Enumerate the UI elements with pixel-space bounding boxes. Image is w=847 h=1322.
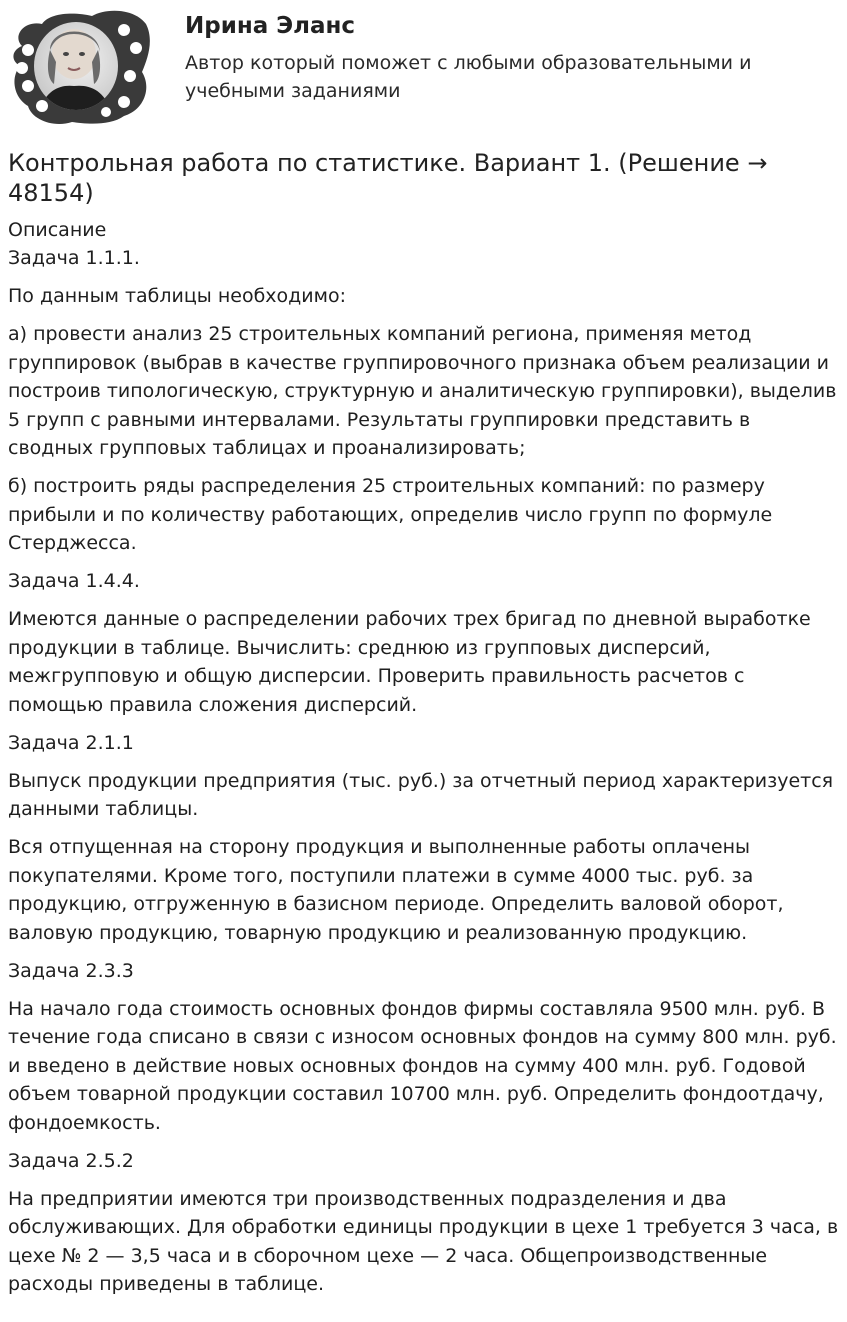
task-title: Задача 1.1.1. (8, 247, 140, 269)
task-paragraph: По данным таблицы необходимо: (8, 285, 347, 307)
author-avatar[interactable] (6, 6, 152, 128)
main-content (0, 148, 847, 1299)
task-title: Задача 2.5.2 (8, 1149, 134, 1172)
author-description: Автор который поможет с любыми образовательными и учебными заданиями (185, 52, 752, 102)
task-paragraph: б) построить ряды распределения 25 строительных компаний: по размеру прибыли и по количеству работающих, определив число групп по формуле Стерджесса. (8, 475, 773, 554)
description-body (8, 244, 839, 1299)
task-title: Задача 1.4.4. (8, 570, 140, 592)
film-frame-avatar-icon (6, 6, 152, 128)
task-title: Задача 2.3.3 (8, 959, 134, 982)
task-paragraph: На начало года стоимость основных фондов фирмы составляла 9500 млн. руб. В течение года списано в связи с износом основных фондов на сумму 800 млн. руб. и введено в действие новых основных фондов на сумму 400 млн. руб. Годовой объем товарной продукции составил 10700 млн. руб. Определить фондоотдачу, фондоемкость. (8, 997, 837, 1134)
task-title: Задача 2.1.1 (8, 731, 134, 754)
task-paragraph: Имеются данные о распределении рабочих трех бригад по дневной выработке продукции в таблице. Вычислить: среднюю из групповых дисперсий, межгрупповую и общую дисперсии. Проверить правильность расчетов с помощью правила сложения дисперсий. (8, 608, 811, 716)
task-paragraph: Выпуск продукции предприятия (тыс. руб.) за отчетный период характеризуется данными таблицы. (8, 769, 834, 820)
author-header (0, 0, 847, 140)
page-title: Контрольная работа по статистике. Вариант 1. (Решение → 48154) (8, 149, 768, 207)
author-name[interactable]: Ирина Эланс (185, 13, 356, 39)
task-paragraph: а) провести анализ 25 строительных компаний региона, применяя метод группировок (выбрав в качестве группировочного признака объем реализации и построив типологическую, структурную и аналитическую группировки), выделив 5 групп с равными интервалами. Результаты группировки представить в сводных групповых таблицах и проанализировать; (8, 323, 837, 459)
task-paragraph: На предприятии имеются три производственных подразделения и два обслуживающих. Для обработки единицы продукции в цехе 1 требуется 3 часа, в цехе № 2 — 3,5 часа и в сборочном цехе — 2 часа. Общепроизводственные расходы приведены в таблице. (8, 1187, 839, 1295)
description-label: Описание (8, 219, 107, 241)
task-paragraph: Вся отпущенная на сторону продукция и выполненные работы оплачены покупателями. Кроме того, поступили платежи в сумме 4000 тыс. руб. за продукцию, отгруженную в базисном периоде. Определить валовой оборот, валовую продукцию, товарную продукцию и реализованную продукцию. (8, 836, 784, 944)
